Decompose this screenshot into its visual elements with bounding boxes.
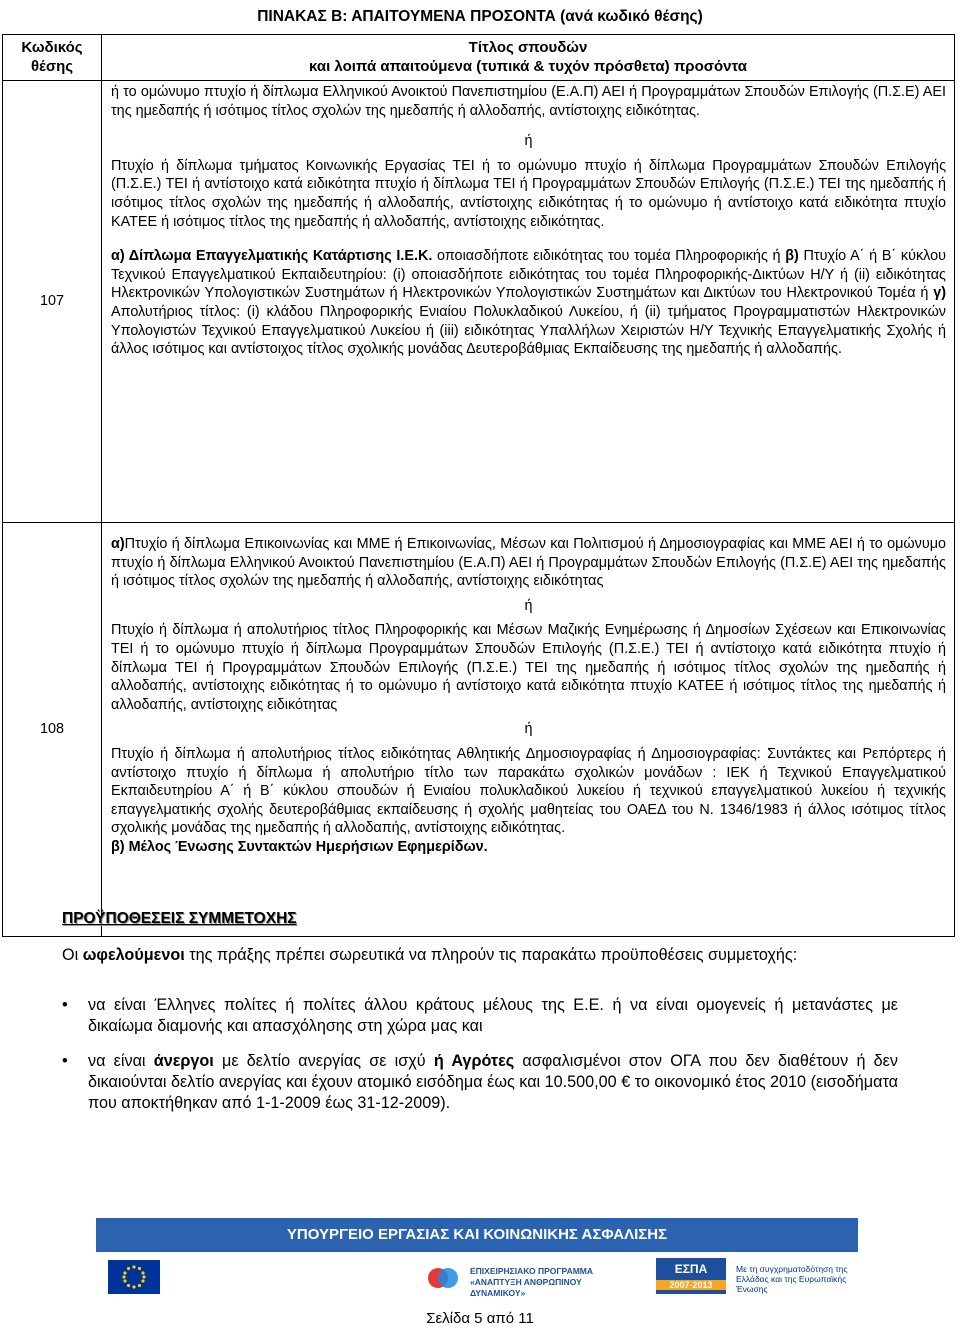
row-code: 108 (3, 523, 102, 937)
list-item (62, 1051, 898, 1114)
paragraph: Πτυχίο ή δίπλωμα ή απολυτήριος τίτλος Πληροφορικής και Μέσων Μαζικής Ενημέρωσης ή Δημοσίων Σχέσεων και Επικοινωνίας ΤΕΙ ή το ομώνυμο πτυχίο ή δίπλωμα Προγραμμάτων Σπουδών Επιλογής (Π.Σ.Ε.) ΤΕΙ ή αντίστοιχο κατά ειδικότητα πτυχίο ή δίπλωμα ΤΕΙ ή Προγραμμάτων Σπουδών Επιλογής (Π.Σ.Ε.) ΤΕΙ της ημεδαπής ή ισότιμος τίτλος σχολών της ημεδαπής ή αλλοδαπής, αντίστοιχης ειδικότητας ή το ομώνυμο ή αντίστοιχο κατά ειδικότητα πτυχίο ΚΑΤΕΕ ή ισότιμος τίτλος της ημεδαπής ή αλλοδαπής, αντίστοιχης ειδικότητας (111, 622, 946, 713)
bold-text: α) Δίπλωμα Επαγγελματικής Κατάρτισης Ι.Ε.Κ. (111, 248, 433, 265)
text: Οι (62, 946, 83, 964)
text: Πτυχίο ή δίπλωμα Επικοινωνίας και ΜΜΕ ή Επικοινωνίας, Μέσων και Πολιτισμού ή Δημοσιογραφίας και ΜΜΕ ΑΕΙ ή το ομώνυμο πτυχίο ή δίπλωμα Ελληνικού Ανοικτού Πανεπιστημίου (Ε.Α.Π) ΑΕΙ ή Προγραμμάτων Σπουδών Επιλογής (Π.Σ.Ε) ΑΕΙ της ημεδαπής ή ισότιμος τίτλος σχολών της ημεδαπής ή αλλοδαπής, αντίστοιχης ειδικότητας (111, 536, 946, 590)
bold-text: β) (785, 248, 799, 265)
conditions-intro (62, 945, 898, 966)
or-separator: ή (524, 597, 533, 614)
program-text: ΕΠΙΧΕΙΡΗΣΙΑΚΟ ΠΡΟΓΡΑΜΜΑ «ΑΝΑΠΤΥΞΗ ΑΝΘΡΩΠΙΝΟΥ ΔΥΝΑΜΙΚΟΥ» (470, 1266, 594, 1298)
paragraph: Πτυχίο ή δίπλωμα τμήματος Κοινωνικής Εργασίας ΤΕΙ ή το ομώνυμο πτυχίο ή δίπλωμα Προγραμμάτων Σπουδών Επιλογής (Π.Σ.Ε.) ΤΕΙ ή αντίστοιχο κατά ειδικότητα πτυχίο ή δίπλωμα ΤΕΙ ή Προγραμμάτων Σπουδών Επιλογής (Π.Σ.Ε.) ΤΕΙ της ημεδαπής ή ισότιμος τίτλος σχολών της ημεδαπής ή αλλοδαπής, αντίστοιχης ειδικότητας ή το ομώνυμο ή αντίστοιχο κατά ειδικότητα πτυχίο ΚΑΤΕΕ ή ισότιμος τίτλος της ημεδαπής ή αλλοδαπής, αντίστοιχης ειδικότητας. (111, 157, 946, 230)
header-title-line2: και λοιπά απαιτούμενα (τυπικά & τυχόν πρόσθετα) προσόντα (308, 58, 748, 75)
paragraph (111, 247, 946, 359)
bold-text: α) (111, 536, 125, 552)
paragraph: ή το ομώνυμο πτυχίο ή δίπλωμα Ελληνικού Ανοικτού Πανεπιστημίου (Ε.Α.Π) ΑΕΙ ή Προγραμμάτων Σπουδών Επιλογής (Π.Σ.Ε) ΑΕΙ της ημεδαπής ή ισότιμος τίτλος σχολών της ημεδαπής ή αλλοδαπής, αντίστοιχης ειδικότητας. (111, 84, 946, 119)
paragraph (111, 535, 946, 591)
espa-years: 2007-2013 (656, 1280, 726, 1290)
row-content (102, 81, 955, 523)
text: της πράξης πρέπει σωρευτικά να πληρούν τις παρακάτω προϋποθέσεις συμμετοχής: (184, 946, 798, 964)
text: οποιασδήποτε ειδικότητας του τομέα Πληροφορικής ή (432, 248, 786, 265)
text: Απολυτήριος τίτλος: (i) κλάδου Πληροφορικής Ενιαίου Πολυκλαδικού Λυκείου, ή (ii) τμήματος Προγραμματιστών Ηλεκτρονικών Υπολογιστών Τεχνικού Επαγγελματικού Λυκείου ή (iii) ειδικότητας Υπαλλήλων Χειριστών Η/Υ Τεχνικής Επαγγελματικής Σχολής ή άλλος ισότιμος και αντίστοιχος τίτλος σχολικής μονάδας Δευτεροβάθμιας Εκπαίδευσης της ημεδαπής ή αλλοδαπής. (111, 303, 946, 358)
page-number: Σελίδα 5 από 11 (426, 1310, 534, 1327)
table-row (3, 523, 955, 937)
paragraph (111, 838, 946, 857)
espa-text: ΕΣΠΑ (674, 1262, 708, 1276)
text: ασφαλισμένοι στον ΟΓΑ που δεν διαθέτουν ή δεν δικαιούνται δελτίο ανεργίας και έχουν ατομικό εισόδημα έως και 10.500,00 € το οικονομικό έτος 2010 (εισοδήματα που αποκτήθηκαν από 1-1-2009 έως 31-12-2009). (88, 1052, 898, 1112)
table-row (3, 81, 955, 523)
text: Πτυχίο Α΄ ή Β΄ κύκλου Τεχνικού Επαγγελματικού Εκπαιδευτηρίου: (i) οποιασδήποτε ειδικότητας του τομέα Πληροφορικής-Δικτύων Η/Υ ή (ii) ειδικότητας Ηλεκτρονικών Υπολογιστικών Συστημάτων ή Ηλεκτρονικών Υπολογιστικών Συστημάτων και Δικτύων του Ηλεκτρονικού Τομέα ή (111, 248, 946, 302)
row-content (102, 523, 955, 937)
header-title-line1: Τίτλος σπουδών (468, 39, 588, 56)
espa-logo (656, 1258, 726, 1294)
conditions-list (62, 995, 898, 1128)
table-header-row (3, 35, 955, 81)
bold-text: γ) (933, 285, 946, 302)
funding-banner (96, 1218, 858, 1298)
bold-text: ωφελούμενοι (82, 946, 185, 964)
eu-flag-icon (108, 1260, 160, 1294)
ministry-title: ΥΠΟΥΡΓΕΙΟ ΕΡΓΑΣΙΑΣ ΚΑΙ ΚΟΙΝΩΝΙΚΗΣ ΑΣΦΑΛΙΣΗΣ (96, 1218, 858, 1252)
table-title: ΠΙΝΑΚΑΣ Β: ΑΠΑΙΤΟΥΜΕΝΑ ΠΡΟΣΟΝΤΑ (ανά κωδικό θέσης) (257, 8, 703, 25)
or-separator: ή (524, 721, 533, 738)
requirements-table (2, 34, 955, 937)
text: να είναι (88, 1052, 154, 1070)
paragraph: Πτυχίο ή δίπλωμα ή απολυτήριος τίτλος ειδικότητας Αθλητικής Δημοσιογραφίας ή Δημοσιογραφίας: Συντάκτες και Ρεπόρτερς ή αντίστοιχο πτυχίο ή δίπλωμα ή απολυτήριο τίτλο των παρακάτω σχολικών μονάδων : ΙΕΚ ή Τεχνικού Επαγγελματικού Εκπαιδευτηρίου Α΄ ή Β΄ κύκλου σπουδών ή Ενιαίου πολυκλαδικού λυκείου ή τεχνικού επαγγελματικού λυκείου ή τεχνικής επαγγελματικής σχολής δευτεροβάθμιας εκπαίδευσης ή σχολής μαθητείας του ΟΑΕΔ του Ν. 1346/1983 ή άλλος ισότιμος τίτλος σχολικής μονάδας της ημεδαπής ή αλλοδαπής, αντίστοιχης ειδικότητας. (111, 745, 946, 837)
bold-text: άνεργοι (153, 1052, 214, 1070)
bullet-icon: • (62, 996, 68, 1014)
list-item (62, 995, 898, 1037)
bold-text: ή Αγρότες (433, 1052, 515, 1070)
or-separator: ή (524, 133, 533, 150)
cofund-text: Με τη συγχρηματοδότηση της Ελλάδας και της Ευρωπαϊκής Ένωσης (736, 1264, 848, 1294)
row-code: 107 (3, 81, 102, 523)
text: να είναι Έλληνες πολίτες ή πολίτες άλλου κράτους μέλους της Ε.Ε. ή να είναι ομογενείς ή μετανάστες με δικαίωμα διαμονής και απασχόλησης στη χώρα μας και (88, 996, 898, 1035)
section-heading: ΠΡΟΫΠΟΘΕΣΕΙΣ ΣΥΜΜΕΤΟΧΗΣ (62, 910, 297, 927)
header-title (102, 35, 955, 81)
text: με δελτίο ανεργίας σε ισχύ (213, 1052, 434, 1070)
bullet-icon: • (62, 1052, 68, 1070)
bold-text: β) Μέλος Ένωσης Συντακτών Ημερήσιων Εφημερίδων. (111, 838, 488, 855)
program-logo (426, 1264, 606, 1298)
header-code: Κωδικός θέσης (3, 35, 102, 81)
